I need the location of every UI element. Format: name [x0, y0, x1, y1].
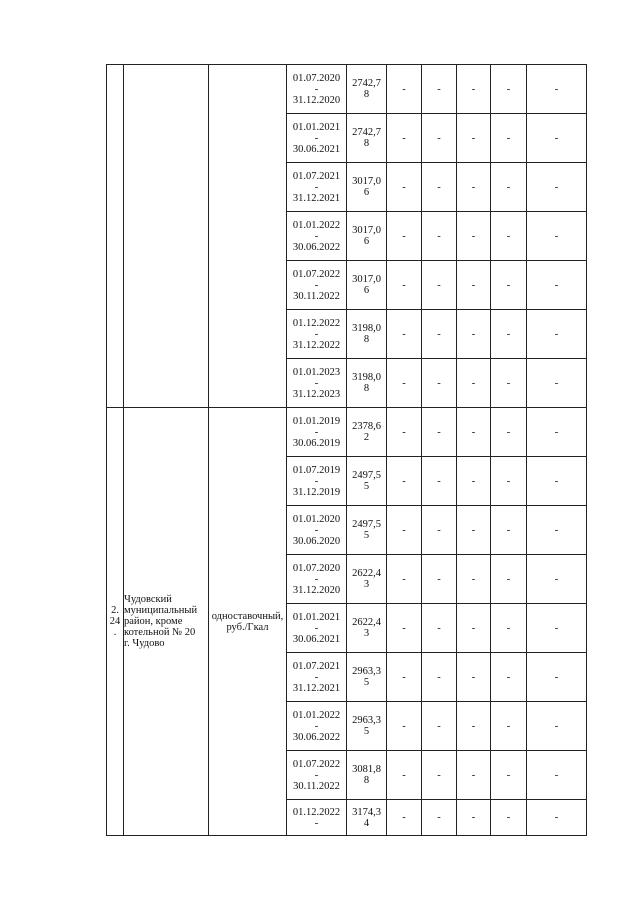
empty-value-cell: -: [422, 310, 457, 359]
empty-value-cell: -: [387, 65, 422, 114]
tariff-unit-cell: одноставочный, руб./Гкал: [209, 408, 287, 836]
empty-value-cell: -: [491, 65, 527, 114]
empty-value-cell: -: [457, 163, 491, 212]
empty-value-cell: -: [457, 359, 491, 408]
empty-value-cell: -: [527, 800, 587, 836]
empty-value-cell: -: [422, 359, 457, 408]
empty-value-cell: -: [422, 114, 457, 163]
period-cell: 01.07.2021 - 31.12.2021: [287, 163, 347, 212]
tariff-value-cell: 2742,7 8: [347, 65, 387, 114]
empty-value-cell: -: [422, 653, 457, 702]
empty-value-cell: -: [527, 506, 587, 555]
empty-value-cell: -: [387, 261, 422, 310]
period-cell: 01.01.2022 - 30.06.2022: [287, 702, 347, 751]
table-row: [107, 408, 587, 457]
tariff-value-cell: 3017,0 6: [347, 261, 387, 310]
empty-value-cell: -: [457, 653, 491, 702]
empty-value-cell: -: [457, 506, 491, 555]
period-cell: 01.07.2019 - 31.12.2019: [287, 457, 347, 506]
empty-value-cell: -: [491, 408, 527, 457]
empty-value-cell: -: [387, 457, 422, 506]
period-cell: 01.07.2022 - 30.11.2022: [287, 751, 347, 800]
empty-value-cell: -: [457, 114, 491, 163]
empty-value-cell: -: [387, 555, 422, 604]
tariff-value-cell: 3198,0 8: [347, 310, 387, 359]
empty-value-cell: -: [527, 604, 587, 653]
empty-value-cell: -: [387, 310, 422, 359]
empty-value-cell: -: [387, 751, 422, 800]
row-number-cell: 2. 24 .: [107, 408, 124, 836]
period-cell: 01.01.2021 - 30.06.2021: [287, 114, 347, 163]
empty-value-cell: -: [491, 359, 527, 408]
empty-value-cell: -: [457, 261, 491, 310]
tariff-unit-cell: [209, 65, 287, 408]
period-cell: 01.07.2021 - 31.12.2021: [287, 653, 347, 702]
empty-value-cell: -: [457, 65, 491, 114]
empty-value-cell: -: [527, 457, 587, 506]
empty-value-cell: -: [527, 653, 587, 702]
tariff-value-cell: 2622,4 3: [347, 555, 387, 604]
tariff-table: [106, 64, 587, 836]
empty-value-cell: -: [527, 751, 587, 800]
empty-value-cell: -: [457, 800, 491, 836]
empty-value-cell: -: [422, 702, 457, 751]
empty-value-cell: -: [387, 702, 422, 751]
empty-value-cell: -: [422, 555, 457, 604]
period-cell: 01.01.2022 - 30.06.2022: [287, 212, 347, 261]
empty-value-cell: -: [422, 65, 457, 114]
empty-value-cell: -: [457, 408, 491, 457]
empty-value-cell: -: [527, 310, 587, 359]
empty-value-cell: -: [457, 751, 491, 800]
empty-value-cell: -: [491, 310, 527, 359]
tariff-value-cell: 3017,0 6: [347, 212, 387, 261]
tariff-value-cell: 2963,3 5: [347, 653, 387, 702]
empty-value-cell: -: [491, 604, 527, 653]
empty-value-cell: -: [527, 212, 587, 261]
empty-value-cell: -: [387, 506, 422, 555]
tariff-value-cell: 2497,5 5: [347, 457, 387, 506]
empty-value-cell: -: [387, 359, 422, 408]
period-cell: 01.01.2021 - 30.06.2021: [287, 604, 347, 653]
period-cell: 01.07.2020 - 31.12.2020: [287, 65, 347, 114]
empty-value-cell: -: [491, 163, 527, 212]
period-cell: 01.07.2022 - 30.11.2022: [287, 261, 347, 310]
row-number-cell: [107, 65, 124, 408]
empty-value-cell: -: [422, 457, 457, 506]
period-cell: 01.12.2022 - 31.12.2022: [287, 310, 347, 359]
tariff-value-cell: 3198,0 8: [347, 359, 387, 408]
empty-value-cell: -: [387, 800, 422, 836]
empty-value-cell: -: [457, 702, 491, 751]
empty-value-cell: -: [491, 212, 527, 261]
empty-value-cell: -: [422, 604, 457, 653]
tariff-value-cell: 2963,3 5: [347, 702, 387, 751]
empty-value-cell: -: [387, 408, 422, 457]
tariff-value-cell: 2742,7 8: [347, 114, 387, 163]
empty-value-cell: -: [527, 408, 587, 457]
period-cell: 01.01.2019 - 30.06.2019: [287, 408, 347, 457]
tariff-value-cell: 2378,6 2: [347, 408, 387, 457]
empty-value-cell: -: [457, 604, 491, 653]
empty-value-cell: -: [491, 506, 527, 555]
period-cell: 01.01.2023 - 31.12.2023: [287, 359, 347, 408]
tariff-value-cell: 2622,4 3: [347, 604, 387, 653]
empty-value-cell: -: [527, 702, 587, 751]
tariff-value-cell: 3081,8 8: [347, 751, 387, 800]
table-row: [107, 65, 587, 114]
empty-value-cell: -: [457, 555, 491, 604]
empty-value-cell: -: [527, 114, 587, 163]
empty-value-cell: -: [422, 408, 457, 457]
period-cell: 01.07.2020 - 31.12.2020: [287, 555, 347, 604]
empty-value-cell: -: [422, 261, 457, 310]
empty-value-cell: -: [491, 457, 527, 506]
empty-value-cell: -: [422, 163, 457, 212]
empty-value-cell: -: [491, 261, 527, 310]
empty-value-cell: -: [491, 555, 527, 604]
empty-value-cell: -: [491, 702, 527, 751]
empty-value-cell: -: [422, 751, 457, 800]
empty-value-cell: -: [457, 457, 491, 506]
tariff-value-cell: 3017,0 6: [347, 163, 387, 212]
empty-value-cell: -: [457, 212, 491, 261]
empty-value-cell: -: [527, 65, 587, 114]
empty-value-cell: -: [422, 800, 457, 836]
empty-value-cell: -: [387, 163, 422, 212]
empty-value-cell: -: [527, 555, 587, 604]
period-cell: 01.12.2022 -: [287, 800, 347, 836]
empty-value-cell: -: [491, 800, 527, 836]
empty-value-cell: -: [387, 604, 422, 653]
empty-value-cell: -: [491, 751, 527, 800]
region-name-cell: Чудовский муниципальный район, кроме котельной № 20 г. Чудово: [124, 408, 209, 836]
empty-value-cell: -: [387, 114, 422, 163]
empty-value-cell: -: [527, 359, 587, 408]
empty-value-cell: -: [527, 261, 587, 310]
tariff-value-cell: 2497,5 5: [347, 506, 387, 555]
period-cell: 01.01.2020 - 30.06.2020: [287, 506, 347, 555]
empty-value-cell: -: [422, 212, 457, 261]
empty-value-cell: -: [491, 653, 527, 702]
empty-value-cell: -: [422, 506, 457, 555]
empty-value-cell: -: [491, 114, 527, 163]
empty-value-cell: -: [457, 310, 491, 359]
empty-value-cell: -: [387, 653, 422, 702]
empty-value-cell: -: [387, 212, 422, 261]
tariff-value-cell: 3174,3 4: [347, 800, 387, 836]
region-name-cell: [124, 65, 209, 408]
empty-value-cell: -: [527, 163, 587, 212]
